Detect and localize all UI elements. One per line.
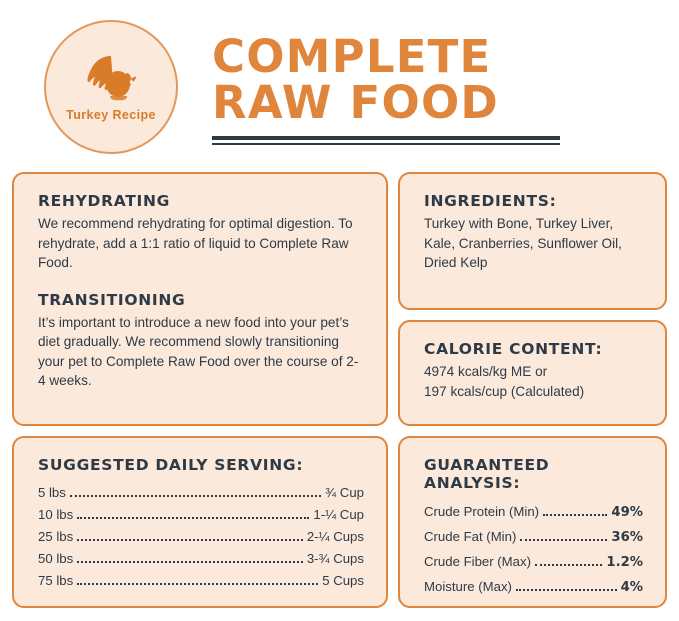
- serving-heading: SUGGESTED DAILY SERVING:: [38, 456, 304, 474]
- serving-weight: 75 lbs: [38, 573, 74, 588]
- guaranteed-analysis-panel: [398, 436, 667, 608]
- analysis-value: 49%: [611, 505, 643, 520]
- transitioning-heading: TRANSITIONING: [38, 290, 186, 309]
- panel-row-bottom: [12, 436, 667, 608]
- analysis-row: [424, 500, 643, 525]
- serving-weight: 50 lbs: [38, 551, 74, 566]
- calorie-content-line-2: 197 kcals/cup (Calculated): [424, 383, 585, 399]
- analysis-value: 4%: [620, 580, 643, 595]
- serving-leader-dots: [77, 582, 318, 585]
- analysis-label: Crude Protein (Min): [424, 504, 540, 519]
- suggested-daily-serving-panel: [12, 436, 388, 608]
- analysis-row: [424, 575, 643, 600]
- serving-leader-dots: [70, 494, 321, 497]
- title-block: [212, 30, 661, 145]
- analysis-heading: GUARANTEED ANALYSIS:: [424, 456, 550, 492]
- serving-leader-dots: [77, 538, 303, 541]
- rehydrating-heading: REHYDRATING: [38, 192, 171, 210]
- serving-row: [38, 482, 364, 504]
- serving-row: [38, 504, 364, 526]
- serving-amount: 3-¾ Cups: [306, 551, 364, 566]
- calorie-content-heading: CALORIE CONTENT:: [424, 340, 603, 358]
- serving-amount: 1-¼ Cup: [313, 507, 364, 522]
- serving-weight: 10 lbs: [38, 507, 74, 522]
- analysis-leader-dots: [535, 563, 602, 566]
- panel-column-left-bottom: [12, 436, 388, 608]
- serving-leader-dots: [77, 560, 303, 563]
- feeding-info-panel: [12, 172, 388, 426]
- turkey-icon: [80, 52, 142, 108]
- panel-column-right: [398, 172, 667, 426]
- analysis-row: [424, 525, 643, 550]
- serving-amount: 5 Cups: [322, 573, 364, 588]
- panel-column-left: [12, 172, 388, 426]
- serving-leader-dots: [77, 516, 309, 519]
- transitioning-body: It’s important to introduce a new food into your pet’s diet gradually. We recommend slowly transitioning your pet to Complete Raw Food over the course of 2-4 weeks.: [38, 314, 359, 388]
- analysis-row: [424, 550, 643, 575]
- analysis-leader-dots: [520, 538, 607, 541]
- analysis-leader-dots: [516, 588, 617, 591]
- header: [0, 0, 679, 160]
- serving-row: [38, 548, 364, 570]
- badge-label: Turkey Recipe: [66, 108, 156, 122]
- page-title-line-1: COMPLETE: [212, 29, 492, 83]
- title-underline: [212, 136, 560, 145]
- analysis-label: Crude Fiber (Max): [424, 554, 531, 569]
- calorie-content-panel: [398, 320, 667, 426]
- turkey-recipe-badge: [44, 20, 178, 154]
- panel-grid: [12, 172, 667, 618]
- serving-weight: 25 lbs: [38, 529, 74, 544]
- analysis-label: Crude Fat (Min): [424, 529, 517, 544]
- calorie-content-line-1: 4974 kcals/kg ME or: [424, 364, 548, 379]
- serving-row: [38, 526, 364, 548]
- serving-list: [38, 482, 364, 592]
- serving-amount: ¾ Cup: [325, 485, 364, 500]
- page-title-line-2: RAW FOOD: [212, 75, 499, 129]
- analysis-value: 1.2%: [606, 555, 643, 570]
- analysis-label: Moisture (Max): [424, 579, 512, 594]
- serving-amount: 2-¼ Cups: [306, 529, 364, 544]
- serving-row: [38, 570, 364, 592]
- panel-row-top: [12, 172, 667, 426]
- analysis-leader-dots: [543, 513, 607, 516]
- title-rule-thick: [212, 136, 560, 140]
- serving-weight: 5 lbs: [38, 485, 66, 500]
- ingredients-panel: [398, 172, 667, 310]
- rehydrating-body: We recommend rehydrating for optimal digestion. To rehydrate, add a 1:1 ratio of liquid to Complete Raw Food.: [38, 216, 353, 270]
- title-rule-thin: [212, 143, 560, 145]
- analysis-list: [424, 500, 643, 600]
- analysis-value: 36%: [611, 530, 643, 545]
- ingredients-body: Turkey with Bone, Turkey Liver, Kale, Cranberries, Sunflower Oil, Dried Kelp: [424, 216, 622, 270]
- panel-column-right-bottom: [398, 436, 667, 608]
- ingredients-heading: INGREDIENTS:: [424, 192, 557, 210]
